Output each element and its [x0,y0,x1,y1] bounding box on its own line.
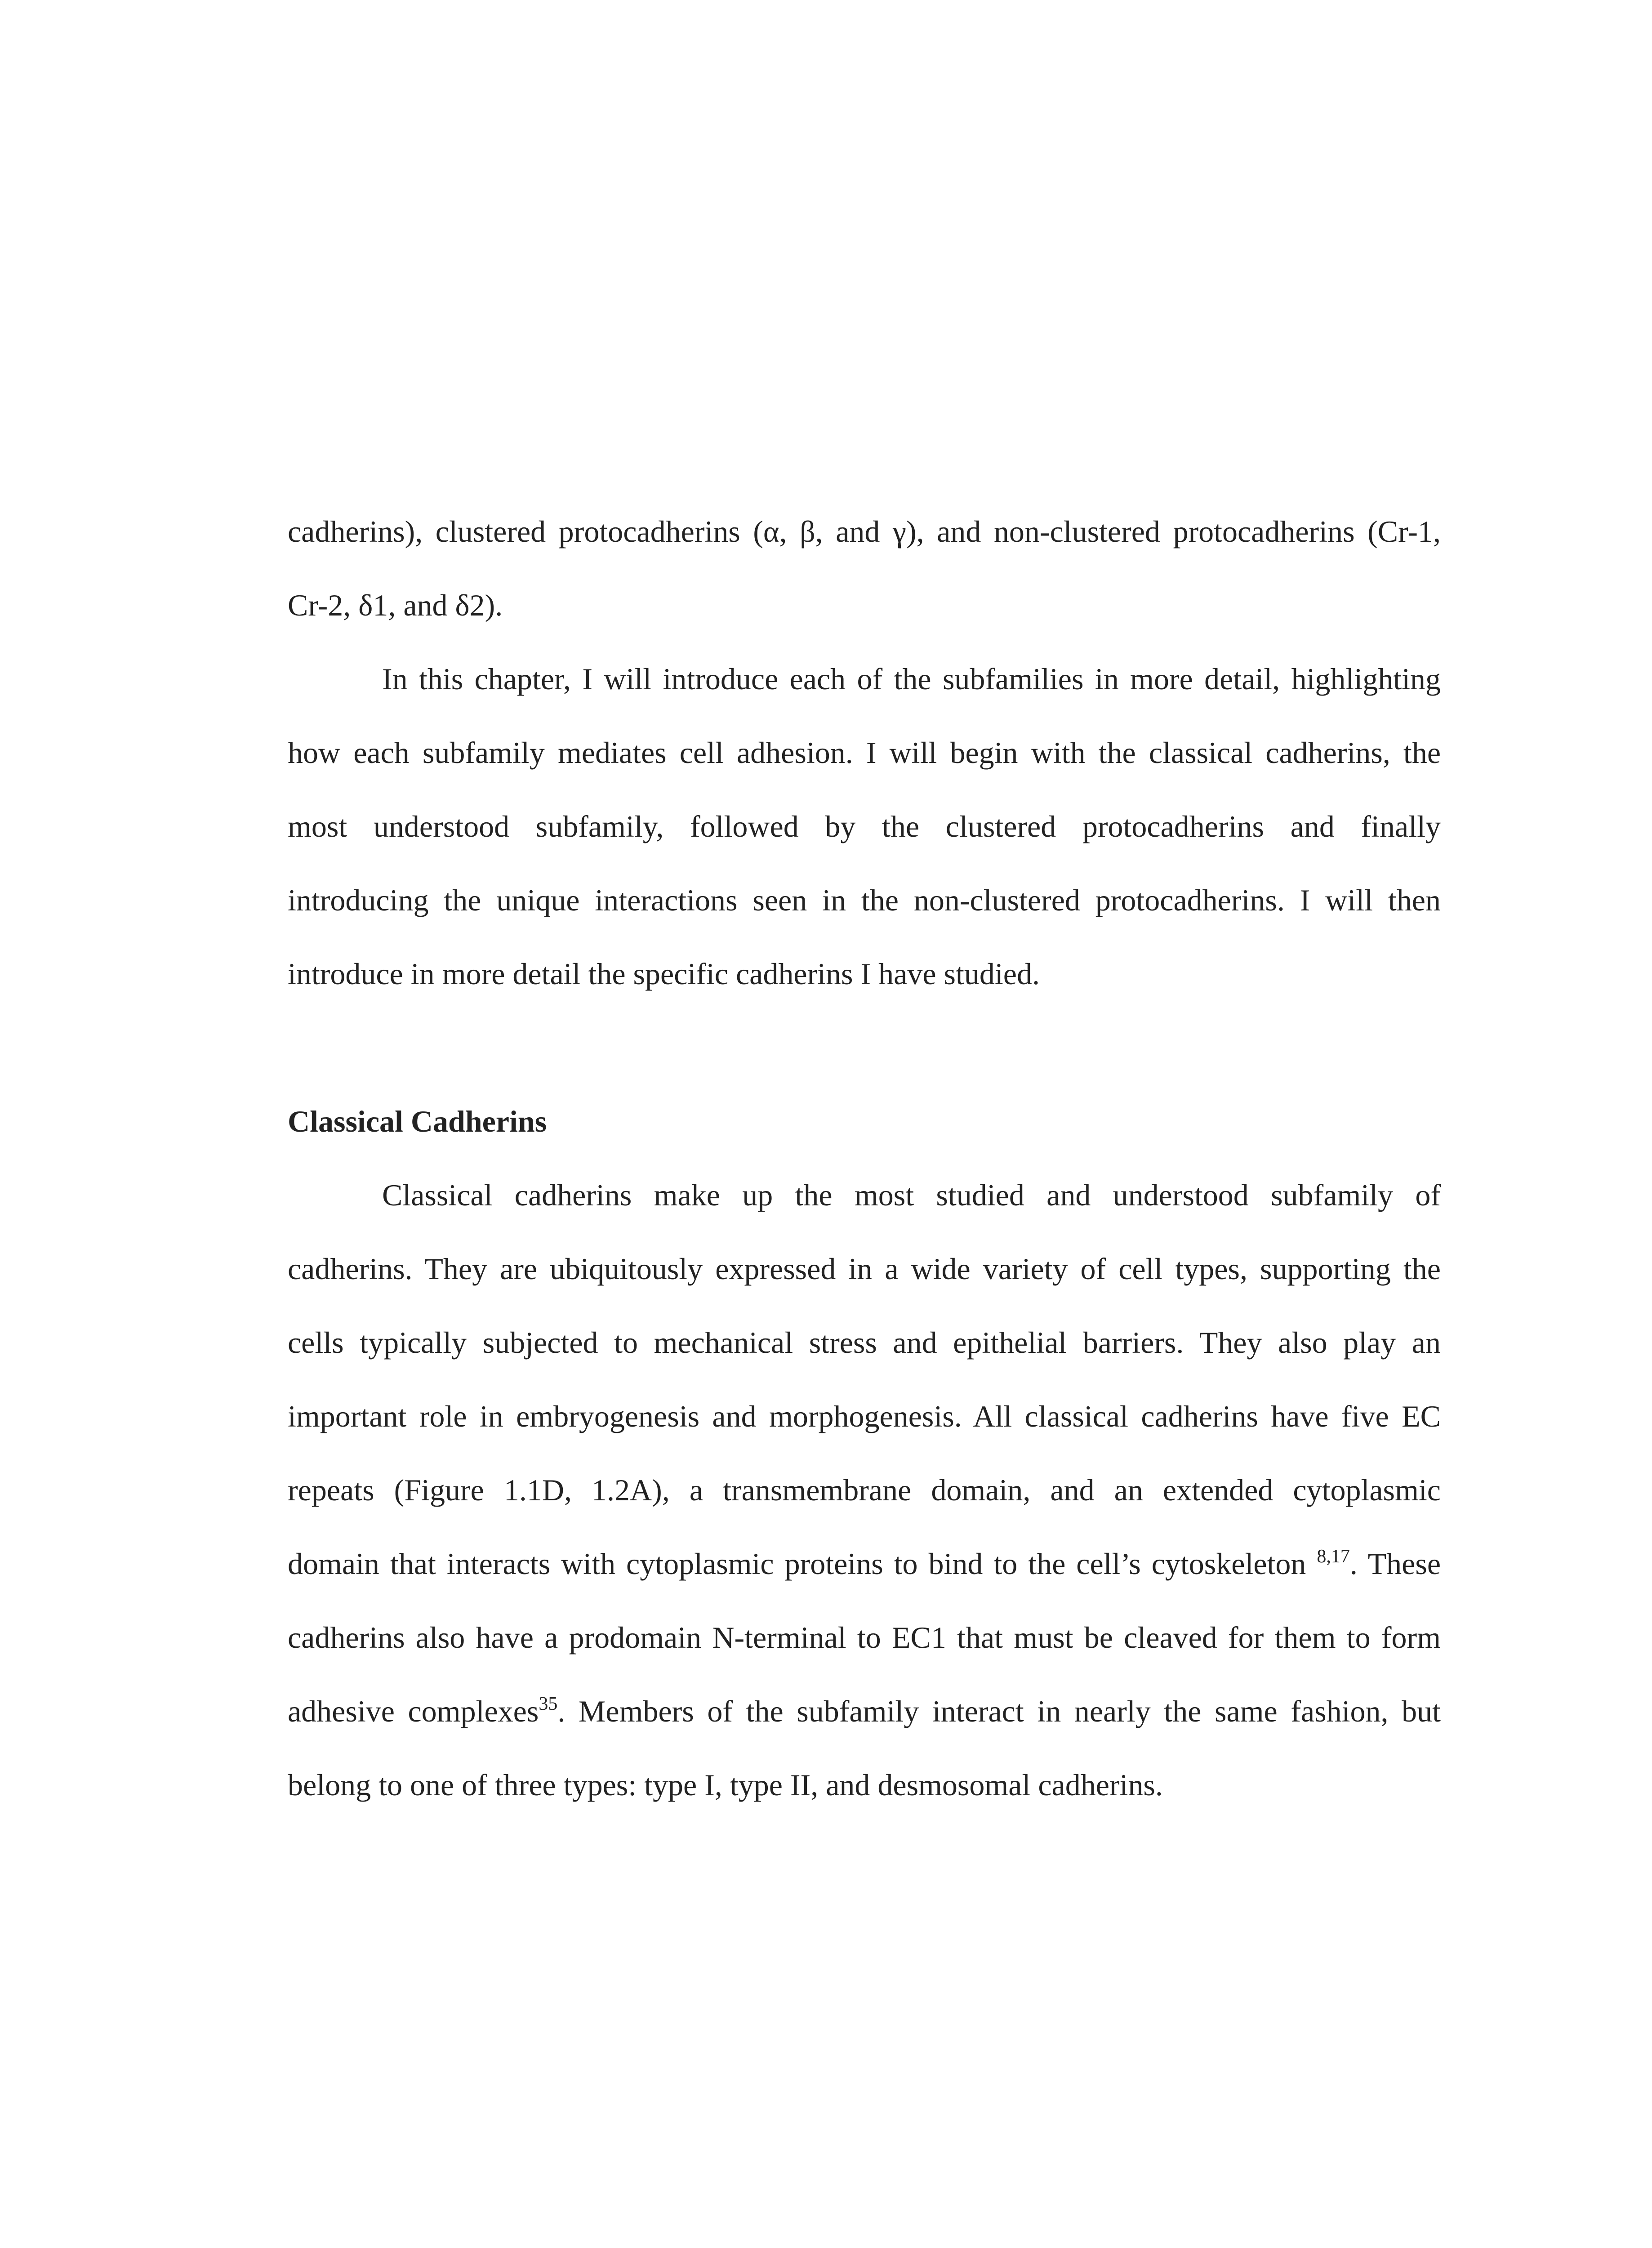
para3-line-1: Classical cadherins make up the most studied and understood subfamily of [382,1178,1441,1212]
para3-line-2: cadherins. They are ubiquitously expressed in a wide variety of cell types, supporting the [288,1252,1441,1286]
para3-line-8-tail: . Members of the subfamily interact in nearly the same fashion, but [557,1694,1441,1728]
citation-superscript: 35 [539,1694,558,1714]
para2-line-3: most understood subfamily, followed by the clustered protocadherins and finally [288,809,1441,843]
para1-line-2: Cr-2, δ1, and δ2). [288,588,503,622]
para3-line-4: important role in embryogenesis and morphogenesis. All classical cadherins have five EC [288,1399,1441,1433]
para3-line-8-text: adhesive complexes [288,1694,539,1728]
para2-line-2: how each subfamily mediates cell adhesion. I will begin with the classical cadherins, the [288,736,1441,770]
para1-line-1: cadherins), clustered protocadherins (α, β, and γ), and non-clustered protocadherins (Cr-1, [288,514,1441,549]
citation-superscript: 8,17 [1317,1546,1350,1567]
para2-line-5: introduce in more detail the specific cadherins I have studied. [288,957,1040,991]
para3-line-8 [288,1674,1441,1748]
para3-line-3: cells typically subjected to mechanical stress and epithelial barriers. They also play an [288,1325,1441,1360]
para2-line-1: In this chapter, I will introduce each of the subfamilies in more detail, highlighting [382,662,1441,696]
para3-line-6 [288,1527,1441,1601]
para3-line-5: repeats (Figure 1.1D, 1.2A), a transmembrane domain, and an extended cytoplasmic [288,1473,1441,1507]
para3-line-7: cadherins also have a prodomain N-terminal to EC1 that must be cleaved for them to form [288,1620,1441,1655]
section-heading: Classical Cadherins [288,1104,547,1138]
para3-line-9: belong to one of three types: type I, type II, and desmosomal cadherins. [288,1768,1163,1802]
para2-line-4: introducing the unique interactions seen in the non-clustered protocadherins. I will then [288,883,1441,917]
para3-line-6-tail: . These [1349,1547,1441,1581]
para3-line-6-text: domain that interacts with cytoplasmic proteins to bind to the cell’s cytoskeleton [288,1547,1317,1581]
